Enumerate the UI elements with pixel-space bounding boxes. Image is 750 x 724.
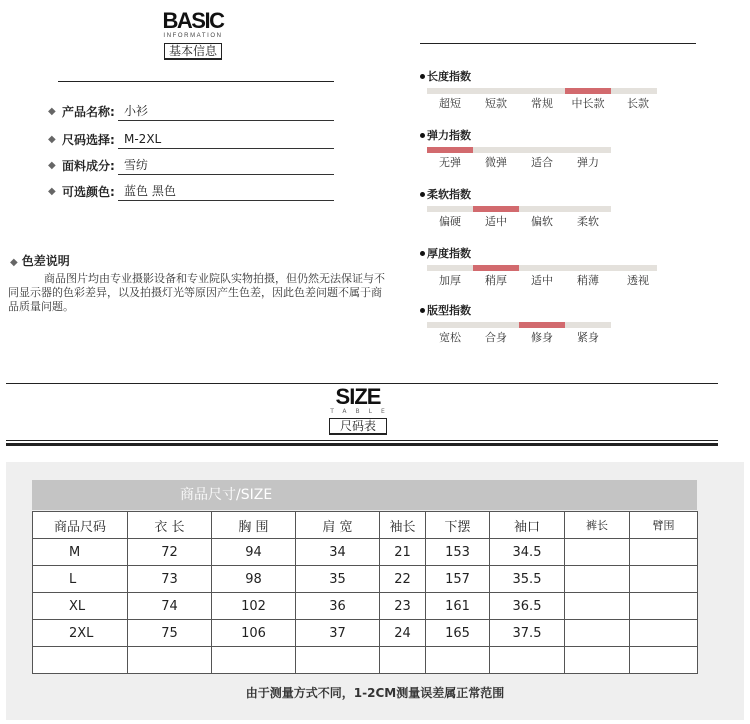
product-info-row <box>48 104 338 120</box>
size-label-cell: L <box>33 566 128 593</box>
index-title-row <box>420 304 700 318</box>
table-row <box>33 620 698 647</box>
size-value-cell: 37.5 <box>490 620 565 647</box>
product-info-value: 蓝色 黑色 <box>118 184 334 201</box>
size-table-header-cell: 肩 宽 <box>296 512 380 539</box>
size-subtitle: TABLE <box>330 408 394 415</box>
size-value-cell <box>630 593 698 620</box>
index-bar <box>565 147 611 153</box>
index-bar-track <box>420 147 700 153</box>
size-value-cell <box>565 647 630 674</box>
size-value-cell: 35.5 <box>490 566 565 593</box>
index-option-label: 长款 <box>627 97 649 110</box>
index-option-label: 无弹 <box>439 156 461 169</box>
bullet-icon <box>420 133 425 138</box>
index-option-label: 短款 <box>485 97 507 110</box>
index-options <box>420 97 700 111</box>
size-value-cell: 72 <box>128 539 212 566</box>
size-value-cell: 161 <box>426 593 490 620</box>
basic-header <box>148 10 238 60</box>
product-info-row <box>48 132 338 148</box>
index-bar <box>565 322 611 328</box>
size-value-cell: 24 <box>380 620 426 647</box>
size-value-cell: 94 <box>212 539 296 566</box>
size-value-cell: 157 <box>426 566 490 593</box>
index-bar <box>519 88 565 94</box>
index-option-label: 适中 <box>485 215 507 228</box>
index-option-label: 微弹 <box>485 156 507 169</box>
index-bar <box>519 147 565 153</box>
size-value-cell: 36.5 <box>490 593 565 620</box>
product-info-label: 面料成分: <box>62 159 115 173</box>
index-bar-selected <box>565 88 611 94</box>
size-value-cell: 22 <box>380 566 426 593</box>
index-option-label: 偏软 <box>531 215 553 228</box>
index-option-label: 偏硬 <box>439 215 461 228</box>
size-value-cell <box>380 647 426 674</box>
index-title: 弹力指数 <box>427 129 471 142</box>
size-table-body <box>33 539 698 674</box>
diamond-icon: ◆ <box>48 160 56 171</box>
table-row <box>33 566 698 593</box>
index-bar <box>473 88 519 94</box>
product-info-row <box>48 158 338 174</box>
index-bar <box>611 265 657 271</box>
basic-box-label: 基本信息 <box>164 43 222 60</box>
index-bar <box>519 206 565 212</box>
size-header <box>320 386 396 435</box>
size-value-cell <box>296 647 380 674</box>
index-bar-track <box>420 265 700 271</box>
fit-index <box>420 247 700 288</box>
index-options <box>420 215 700 229</box>
index-bar-selected <box>473 265 519 271</box>
index-bar <box>427 265 473 271</box>
index-option-label: 合身 <box>485 331 507 344</box>
index-options <box>420 331 700 345</box>
index-option-label: 常规 <box>531 97 553 110</box>
size-value-cell <box>630 620 698 647</box>
index-title: 厚度指数 <box>427 247 471 260</box>
product-info-value: 小衫 <box>118 104 334 121</box>
index-bar-selected <box>473 206 519 212</box>
index-bar <box>611 88 657 94</box>
index-bar <box>427 322 473 328</box>
index-title: 版型指数 <box>427 304 471 317</box>
size-table-header-cell: 商品尺码 <box>33 512 128 539</box>
fit-index <box>420 129 700 170</box>
table-row <box>33 539 698 566</box>
index-options <box>420 156 700 170</box>
size-label-cell: XL <box>33 593 128 620</box>
index-title-row <box>420 70 700 84</box>
size-table <box>32 511 698 674</box>
index-option-label: 稍薄 <box>577 274 599 287</box>
index-option-label: 修身 <box>531 331 553 344</box>
size-table-header-cell: 衣 长 <box>128 512 212 539</box>
diamond-icon: ◆ <box>48 106 56 117</box>
size-value-cell: 106 <box>212 620 296 647</box>
size-value-cell <box>565 620 630 647</box>
size-value-cell: 34.5 <box>490 539 565 566</box>
size-value-cell <box>212 647 296 674</box>
table-row <box>33 593 698 620</box>
size-footnote: 由于测量方式不同，1-2CM测量误差属正常范围 <box>245 686 505 700</box>
size-value-cell <box>565 566 630 593</box>
size-value-cell <box>630 647 698 674</box>
size-value-cell: 75 <box>128 620 212 647</box>
index-option-label: 中长款 <box>571 97 605 110</box>
index-option-label: 加厚 <box>439 274 461 287</box>
size-value-cell <box>565 539 630 566</box>
color-note-text: 商品图片均由专业摄影设备和专业院队实物拍摄，但仍然无法保证与不同显示器的色彩差异，以及拍摄灯光等原因产生色差，因此色差问题不属于商品质量问题。 <box>8 272 385 313</box>
size-title: SIZE <box>335 384 381 409</box>
size-box-label: 尺码表 <box>329 418 387 435</box>
index-bar <box>427 88 473 94</box>
index-option-label: 稍厚 <box>485 274 507 287</box>
index-bar <box>473 147 519 153</box>
product-info-row <box>48 184 338 200</box>
index-bar <box>427 206 473 212</box>
index-bar-track <box>420 322 700 328</box>
size-value-cell <box>630 566 698 593</box>
size-label-cell <box>33 647 128 674</box>
size-table-header-cell: 胸 围 <box>212 512 296 539</box>
index-title-row <box>420 247 700 261</box>
size-value-cell: 34 <box>296 539 380 566</box>
index-option-label: 宽松 <box>439 331 461 344</box>
product-info-label: 产品名称: <box>62 105 115 119</box>
diamond-icon: ◆ <box>48 134 56 145</box>
size-value-cell <box>630 539 698 566</box>
index-option-label: 透视 <box>627 274 649 287</box>
size-table-header-cell: 袖口 <box>490 512 565 539</box>
diamond-icon: ◆ <box>48 186 56 197</box>
index-bar-selected <box>427 147 473 153</box>
index-bar-selected <box>519 322 565 328</box>
index-bar <box>565 265 611 271</box>
product-info-label: 尺码选择: <box>62 133 115 147</box>
product-info-value: 雪纺 <box>118 158 334 175</box>
size-value-cell <box>490 647 565 674</box>
color-note-title: 色差说明 <box>21 254 70 268</box>
bullet-icon <box>420 251 425 256</box>
size-table-header-row <box>33 512 698 539</box>
product-info-label: 可选颜色: <box>62 185 115 199</box>
size-table-header-cell: 臂围 <box>630 512 698 539</box>
index-title-row <box>420 188 700 202</box>
index-bar <box>473 322 519 328</box>
index-option-label: 紧身 <box>577 331 599 344</box>
size-value-cell <box>128 647 212 674</box>
size-value-cell: 153 <box>426 539 490 566</box>
table-row <box>33 647 698 674</box>
size-panel-header <box>32 480 697 510</box>
fit-index <box>420 188 700 229</box>
size-label-cell: 2XL <box>33 620 128 647</box>
fit-index <box>420 304 700 345</box>
size-value-cell: 35 <box>296 566 380 593</box>
fit-index <box>420 70 700 111</box>
divider-left-top <box>58 81 334 82</box>
product-info-value: M-2XL <box>118 132 334 149</box>
bullet-icon <box>420 308 425 313</box>
index-option-label: 柔软 <box>577 215 599 228</box>
size-table-header-cell: 袖长 <box>380 512 426 539</box>
index-bar-track <box>420 88 700 94</box>
index-options <box>420 274 700 288</box>
size-value-cell: 165 <box>426 620 490 647</box>
divider-size-bottom-thick <box>6 443 718 446</box>
size-value-cell: 37 <box>296 620 380 647</box>
bullet-icon <box>420 74 425 79</box>
index-option-label: 适合 <box>531 156 553 169</box>
size-label-cell: M <box>33 539 128 566</box>
size-value-cell <box>565 593 630 620</box>
size-value-cell: 73 <box>128 566 212 593</box>
index-option-label: 适中 <box>531 274 553 287</box>
index-bar <box>519 265 565 271</box>
size-value-cell: 36 <box>296 593 380 620</box>
size-value-cell: 102 <box>212 593 296 620</box>
index-title: 柔软指数 <box>427 188 471 201</box>
divider-size-bottom-thin <box>6 440 718 441</box>
size-table-header-cell: 下摆 <box>426 512 490 539</box>
index-bar-track <box>420 206 700 212</box>
size-table-header-cell: 裤长 <box>565 512 630 539</box>
bullet-icon <box>420 192 425 197</box>
size-panel-title: 商品尺寸/SIZE <box>180 487 273 503</box>
size-value-cell: 23 <box>380 593 426 620</box>
color-note-heading <box>10 252 70 269</box>
index-title: 长度指数 <box>427 70 471 83</box>
basic-title: BASIC <box>162 8 224 33</box>
index-bar <box>565 206 611 212</box>
size-value-cell: 21 <box>380 539 426 566</box>
size-value-cell: 98 <box>212 566 296 593</box>
index-option-label: 弹力 <box>577 156 599 169</box>
size-value-cell: 74 <box>128 593 212 620</box>
diamond-icon: ◆ <box>10 257 18 268</box>
index-option-label: 超短 <box>439 97 461 110</box>
divider-right-top <box>420 43 696 44</box>
size-value-cell <box>426 647 490 674</box>
basic-subtitle: INFORMATION <box>163 33 223 39</box>
index-title-row <box>420 129 700 143</box>
